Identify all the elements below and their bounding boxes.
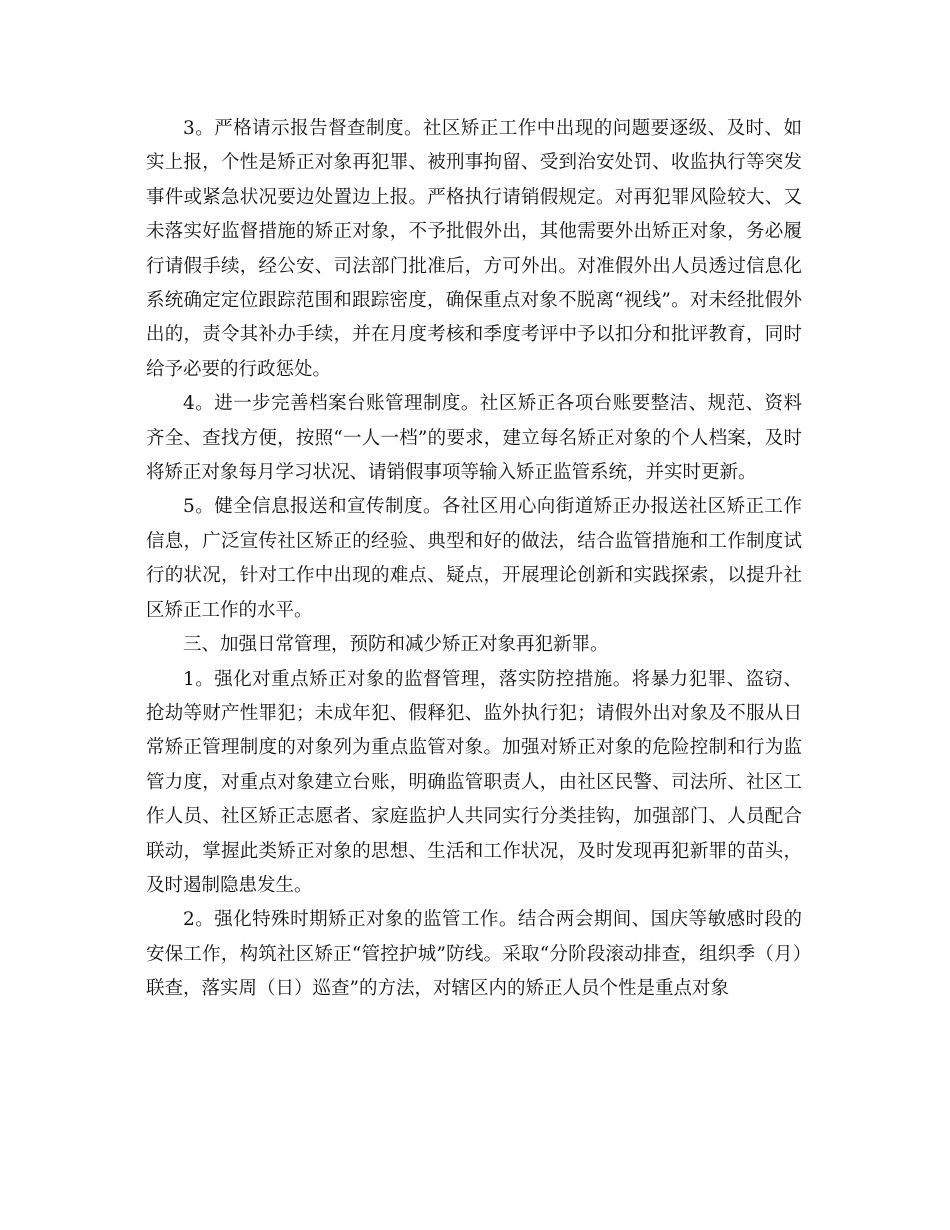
- paragraph-key-target-supervision: 1。强化对重点矫正对象的监督管理，落实防控措施。将暴力犯罪、盗窃、抢劫等财产性罪犯；未成年犯、假释犯、监外执行犯；请假外出对象及不服从日常矫正管理制度的对象列为重点监管对象。加强对矫正对象的危险控制和行为监管力度，对重点对象建立台账，明确监管职责人，由社区民警、司法所、社区工作人员、社区矫正志愿者、家庭监护人共同实行分类挂钩，加强部门、人员配合联动，掌握此类矫正对象的思想、生活和工作状况，及时发现再犯新罪的苗头，及时遏制隐患发生。: [146, 668, 802, 896]
- paragraph-archive-ledger-system: 4。进一步完善档案台账管理制度。社区矫正各项台账要整洁、规范、资料齐全、查找方便，按照“一人一档”的要求，建立每名矫正对象的个人档案，及时将矫正对象每月学习状况、请销假事项等输入矫正监管系统，并实时更新。: [146, 393, 802, 484]
- paragraph-special-period-supervision: 2。强化特殊时期矫正对象的监管工作。结合两会期间、国庆等敏感时段的安保工作，构筑社区矫正“管控护城”防线。采取“分阶段滚动排查，组织季（月）联查，落实周（日）巡查”的方法，对辖区内的矫正人员个性是重点对象: [146, 909, 802, 1000]
- paragraph-info-publicity-system: 5。健全信息报送和宣传制度。各社区用心向街道矫正办报送社区矫正工作信息，广泛宣传社区矫正的经验、典型和好的做法，结合监管措施和工作制度试行的状况，针对工作中出现的难点、疑点，开展理论创新和实践探索，以提升社区矫正工作的水平。: [146, 496, 802, 621]
- section-heading-daily-management: 三、加强日常管理，预防和减少矫正对象再犯新罪。: [183, 634, 609, 656]
- paragraph-request-report-system: 3。严格请示报告督查制度。社区矫正工作中出现的问题要逐级、及时、如实上报，个性是矫正对象再犯罪、被刑事拘留、受到治安处罚、收监执行等突发事件或紧急状况要边处置边上报。严格执行请销假规定。对再犯罪风险较大、又未落实好监督措施的矫正对象，不予批假外出，其他需要外出矫正对象，务必履行请假手续，经公安、司法部门批准后，方可外出。对准假外出人员透过信息化系统确定定位跟踪范围和跟踪密度，确保重点对象不脱离“视线”。对未经批假外出的，责令其补办手续，并在月度考核和季度考评中予以扣分和批评教育，同时给予必要的行政惩处。: [146, 118, 802, 380]
- document-body: [146, 112, 802, 1007]
